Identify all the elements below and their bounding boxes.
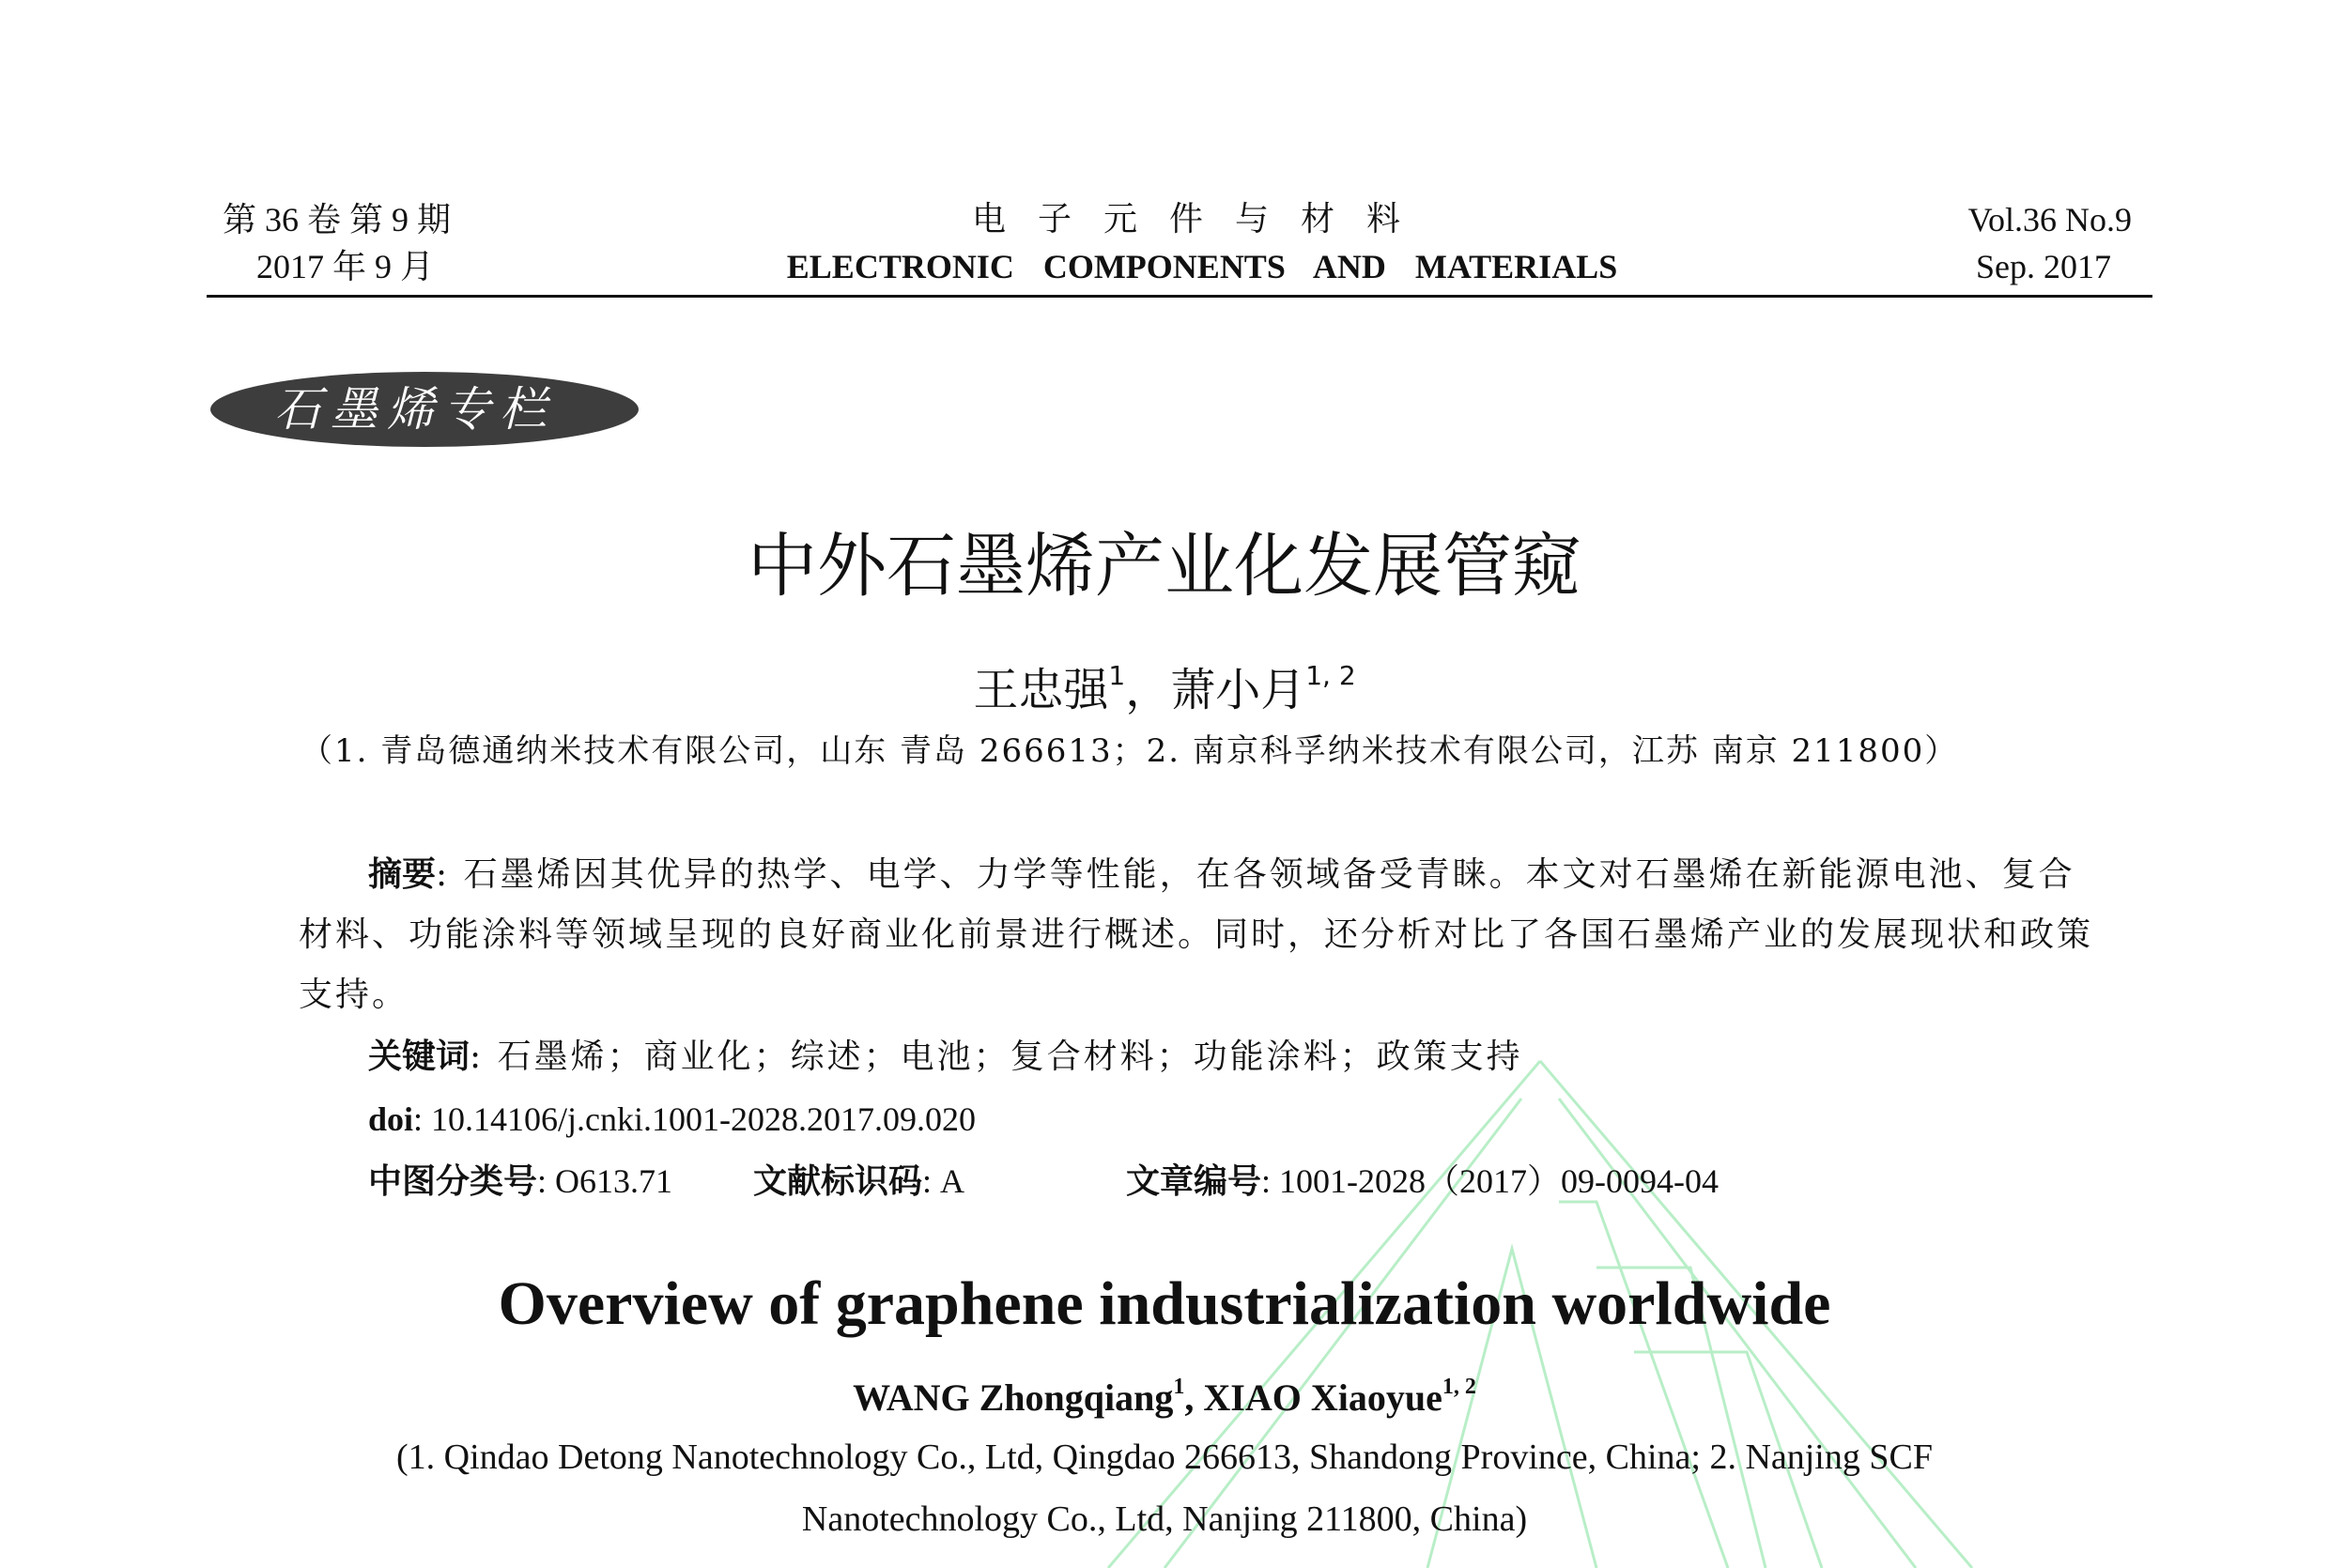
- keywords-line: [368, 1037, 1523, 1078]
- authors-cn: [0, 660, 2329, 717]
- author-name: 萧小月: [1170, 664, 1306, 716]
- clc-label: 中图分类号: [368, 1162, 538, 1201]
- author-name: WANG Zhongqiang: [853, 1376, 1174, 1419]
- abstract-label: 摘要: [368, 855, 437, 894]
- journal-name-cn: 电子元件与材料: [971, 200, 1432, 238]
- doi-label: doi: [368, 1100, 414, 1138]
- journal-date-en: Sep. 2017: [1976, 248, 2111, 285]
- article-number-value: : 1001-2028（2017）09-0094-04: [1261, 1162, 1720, 1200]
- doc-code-value: : A: [922, 1162, 965, 1200]
- affiliation-en-line: (1. Qindao Detong Nanotechnology Co., Ltd, Qingdao 266613, Shandong Province, China; 2. Nanjing SCF: [396, 1437, 1933, 1477]
- journal-volume-en: Vol.36 No.9: [1967, 201, 2132, 238]
- author-affiliation-mark: 1: [1108, 660, 1126, 691]
- doc-code-label: 文献标识码: [753, 1162, 923, 1201]
- author-affiliation-mark: 1: [1173, 1375, 1185, 1399]
- author-affiliation-mark: 1, 2: [1442, 1375, 1476, 1399]
- column-badge-label: 石墨烯专栏: [274, 382, 556, 437]
- article-title-cn: 中外石墨烯产业化发展管窥: [748, 526, 1581, 607]
- keywords-label: 关键词: [368, 1038, 470, 1076]
- author-name: XIAO Xiaoyue: [1203, 1376, 1442, 1419]
- classification-line: [368, 1161, 1719, 1203]
- article-title-en: Overview of graphene industrialization worldwide: [498, 1269, 1831, 1338]
- affiliation-en-line: Nanotechnology Co., Ltd, Nanjing 211800, China): [801, 1499, 1528, 1539]
- abstract-line: [368, 854, 2075, 896]
- journal-volume-issue: 第 36 卷 第 9 期: [223, 201, 452, 238]
- author-affiliation-mark: 1, 2: [1305, 660, 1356, 691]
- authors-en: [0, 1375, 2329, 1422]
- header-rule: [207, 295, 2152, 298]
- author-name: 王忠强: [973, 664, 1109, 716]
- doi-value: : 10.14106/j.cnki.1001-2028.2017.09.020: [413, 1100, 977, 1138]
- keywords-text: : 石墨烯；商业化；综述；电池；复合材料；功能涂料；政策支持: [470, 1038, 1523, 1076]
- author-separator: ，: [1125, 664, 1171, 716]
- author-separator: ,: [1184, 1376, 1204, 1419]
- abstract-text: : 石墨烯因其优异的热学、电学、力学等性能，在各领域备受青睐。本文对石墨烯在新能源电池、复合: [436, 855, 2075, 894]
- abstract-line: 材料、功能涂料等领域呈现的良好商业化前景进行概述。同时，还分析对比了各国石墨烯产业的发展现状和政策: [299, 915, 2094, 954]
- article-number-label: 文章编号: [1126, 1162, 1262, 1201]
- abstract-line: 支持。: [299, 976, 409, 1014]
- doi-line: [368, 1099, 976, 1140]
- column-badge: [210, 372, 639, 447]
- journal-name-en: ELECTRONIC COMPONENTS AND MATERIALS: [786, 248, 1618, 285]
- affiliation-cn: （1. 青岛德通纳米技术有限公司，山东 青岛 266613；2. 南京科孚纳米技术有限公司，江苏 南京 211800）: [301, 732, 1959, 770]
- journal-date: 2017 年 9 月: [256, 248, 435, 285]
- clc-value: : O613.71: [537, 1162, 673, 1200]
